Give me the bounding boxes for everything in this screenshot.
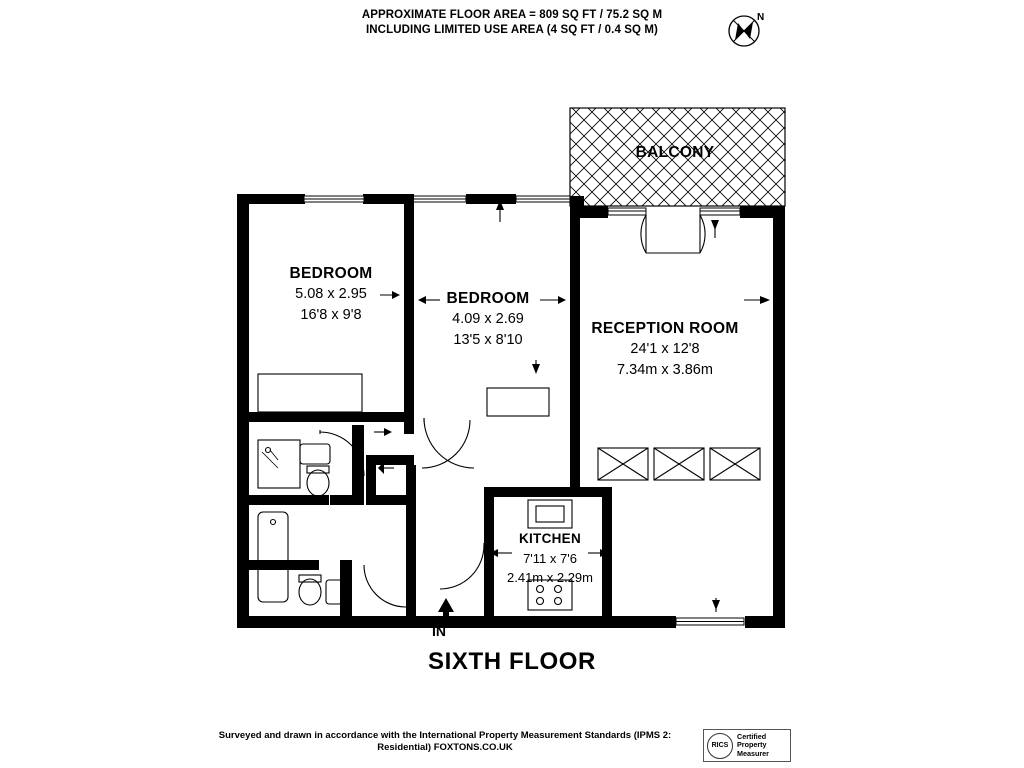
reception-units [598, 448, 760, 480]
room-label-bedroom-2: BEDROOM 4.09 x 2.69 13'5 x 8'10 [446, 290, 530, 348]
footer-line-2: Residential) FOXTONS.CO.UK [377, 742, 513, 753]
rics-badge-line-2: Property [737, 740, 767, 750]
room-label-balcony: BALCONY [635, 144, 715, 161]
floor-area-line-2: INCLUDING LIMITED USE AREA (4 SQ FT / 0.4 SQ M) [365, 24, 658, 36]
balcony-doors [641, 215, 705, 253]
entrance-label: IN [432, 623, 446, 639]
bathroom-fixtures [258, 440, 330, 496]
footer-line-1: Surveyed and drawn in accordance with the International Property Measurement Standards (IPMS 2: [218, 730, 672, 741]
bedroom-fixtures [258, 374, 549, 416]
footer-standards-text [180, 730, 710, 754]
rics-badge-line-3: Measurer [737, 748, 769, 758]
rics-badge-text [737, 733, 769, 759]
rics-badge-line-1: Certified [737, 731, 767, 741]
floor-area-line-1: APPROXIMATE FLOOR AREA = 809 SQ FT / 75.2 SQ M [361, 9, 663, 21]
room-label-kitchen: KITCHEN 7'11 x 7'6 2.41m x 2.29m [507, 531, 593, 585]
room-label-reception-room: RECEPTION ROOM 24'1 x 12'8 7.34m x 3.86m [591, 320, 739, 378]
rics-certified-badge [703, 729, 791, 762]
floor-title: SIXTH FLOOR [428, 648, 596, 675]
rics-seal-icon: RICS [707, 733, 733, 759]
compass-north-label: N [757, 12, 765, 23]
room-label-bedroom-1: BEDROOM 5.08 x 2.95 16'8 x 9'8 [289, 265, 373, 323]
